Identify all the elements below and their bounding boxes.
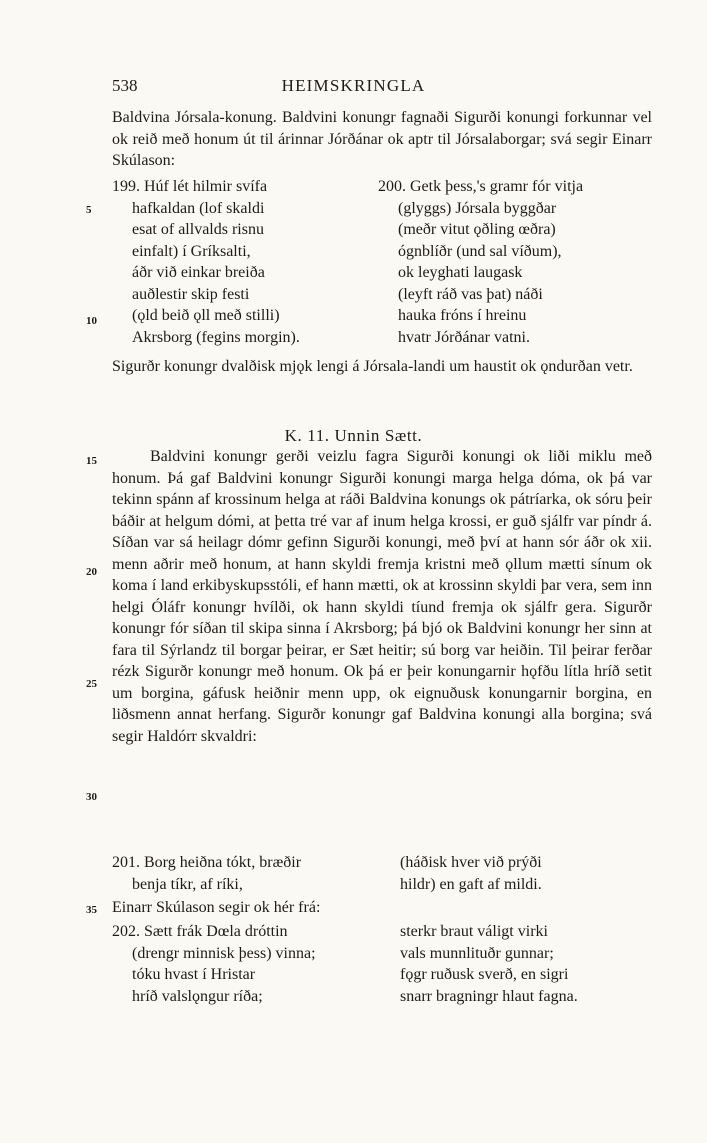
verse-line: (drengr minnisk þess) vinna;: [132, 944, 316, 962]
verse-line: 201. Borg heiðna tókt, bræðir: [112, 854, 302, 871]
line-number: 5: [86, 204, 92, 216]
verse-line: hríð valslǫngur ríða;: [132, 987, 263, 1005]
verse-line: hauka fróns í hreinu: [398, 307, 527, 324]
verse-line: Akrsborg (fegins morgin).: [132, 328, 300, 346]
verse-line: auðlestir skip festi: [132, 285, 250, 303]
verse-201-right: [400, 852, 542, 895]
verse-line: einfalt) í Gríksalti,: [132, 242, 251, 260]
verse-line: esat of allvalds risnu: [132, 221, 264, 238]
paragraph-intro: Baldvina Jórsala-konung. Baldvini konungr fagnaði Sigurði konungi forkunnar vel ok reið með honum út til árinnar Jórðánar ok aptr til Jórsalaborgar; svá segir Einarr Skúlason:: [112, 109, 652, 169]
verse-line: sterkr braut váligt virki: [400, 923, 548, 940]
verse-line: 200. Getk þess,'s gramr fór vitja: [378, 178, 584, 195]
verse-200: [378, 176, 583, 348]
running-header: [0, 76, 707, 100]
verse-line: fǫgr ruðusk sverð, en sigri: [400, 966, 569, 983]
verse-line: ok leyghati laugask: [398, 264, 523, 281]
verse-line: hafkaldan (lof skaldi: [132, 199, 265, 217]
verse-line: vals munnlituðr gunnar;: [400, 944, 554, 962]
verse-line: (glyggs) Jórsala byggðar: [398, 199, 557, 217]
running-title: HEIMSKRINGLA: [281, 76, 426, 95]
verse-line: benja tíkr, af ríki,: [132, 875, 243, 893]
chapter-heading: K. 11. Unnin Sætt.: [284, 426, 423, 445]
verse-introduction: Einarr Skúlason segir ok hér frá:: [112, 899, 321, 916]
line-number: 25: [86, 678, 97, 690]
verse-line: (ǫld beið ǫll með stilli): [132, 307, 280, 324]
line-number: 15: [86, 455, 97, 467]
line-number: 35: [86, 904, 97, 916]
line-number: 20: [86, 566, 97, 578]
verse-line: snarr bragningr hlaut fagna.: [400, 987, 578, 1005]
verse-202-right: [400, 921, 578, 1007]
verse-line: áðr við einkar breiða: [132, 264, 265, 281]
verse-199: [112, 176, 300, 348]
verse-line: 199. Húf lét hilmir svífa: [112, 178, 268, 195]
verse-line: (leyft ráð vas þat) náði: [398, 285, 543, 303]
paragraph-autumn: Sigurðr konungr dvalðisk mjǫk lengi á Jórsala-landi um haustit ok ǫndurðan vetr.: [112, 358, 633, 375]
verse-line: (meðr vitut ǫðling œðra): [398, 221, 556, 238]
verse-202: [112, 921, 316, 1007]
paragraph-chapter-11: Baldvini konungr gerði veizlu fagra Sigurði konungi ok liði miklu með honum. Þá gaf Baldvini konungr Sigurði konungi marga helga dóma, ok þá var tekinn spánn af krossinum helga at ráði Baldvina konungs ok pátríarka, ok sóru þeir báðir at helgum dómi, at þetta tré var af inum helga krossi, er guð sjálfr var píndr á. Síðan var sá heilagr dómr gefinn Sigurði konungi, með því at hann sór áðr ok xii. menn aðrir með honum, at hann skyldi fremja kristni með ǫllum mætti sínum ok koma í land erkibyskupsstóli, ef hann mætti, ok at krossinn skyldi þar vera, sem inn helgi Óláfr konungr hvílði, ok hann skyldi tíund fremja ok sjálfr gera. Sigurðr konungr fór síðan til skipa sinna í Akrsborg; þá bjó ok Baldvini konungr her sinn at fara til Sýrlandz til borgar þeirar, er Sæt heitir; sú borg var heiðin. Til þeirar ferðar rézk Sigurðr konungr með honum. Ok þá er þeir konungarnir hǫfðu lítla hríð setit um borgina, gáfusk heiðnir menn upp, ok eignuðusk konungarnir borgina, en liðsmenn annat herfang. Sigurðr konungr gaf Baldvina konungi alla borgina; svá segir Haldórr skvaldri:: [112, 448, 652, 745]
verse-line: ógnblíðr (und sal víðum),: [398, 242, 562, 260]
line-number: 10: [86, 315, 97, 327]
verse-line: hvatr Jórðánar vatni.: [398, 328, 530, 346]
page-number: 538: [112, 76, 138, 95]
verse-line: 202. Sætt frák Dœla dróttin: [112, 923, 288, 940]
verse-201: [112, 852, 301, 895]
verse-line: hildr) en gaft af mildi.: [400, 875, 542, 893]
line-number: 30: [86, 791, 97, 803]
verse-line: (háðisk hver við prýði: [400, 854, 542, 871]
verse-line: tóku hvast í Hristar: [132, 966, 256, 983]
